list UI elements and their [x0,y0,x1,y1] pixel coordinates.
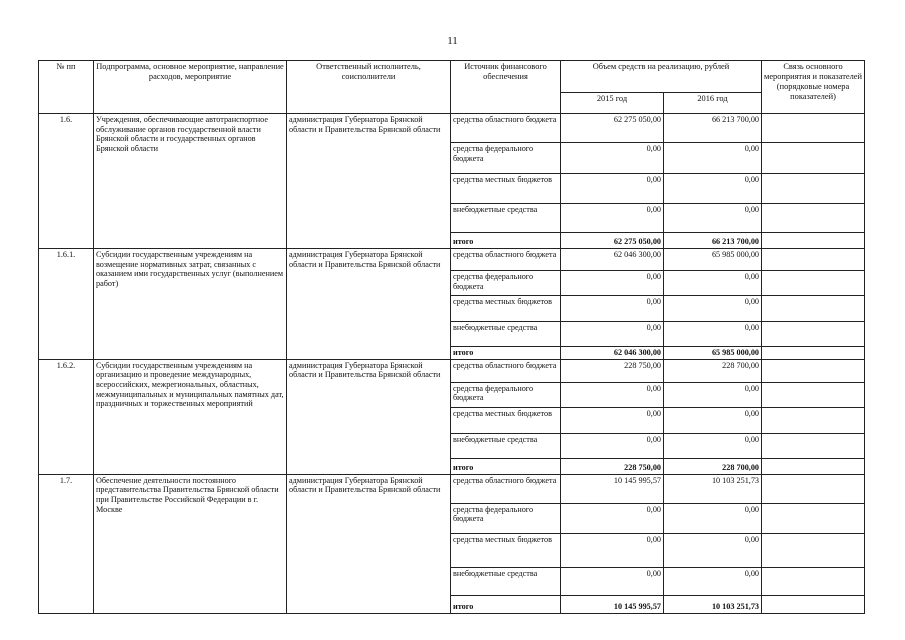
row-executor: администрация Губернатора Брянской области и Правительства Брянской области [287,249,451,360]
row-value-2015: 10 145 995,57 [561,474,664,503]
row-value-2016: 228 700,00 [664,458,762,474]
row-value-2015: 0,00 [561,407,664,433]
row-link [762,347,865,360]
header-num: № пп [39,61,94,114]
row-source: средства областного бюджета [451,114,561,143]
row-source: средства областного бюджета [451,249,561,271]
row-value-2016: 0,00 [664,503,762,533]
row-value-2016: 10 103 251,73 [664,595,762,613]
row-value-2015: 0,00 [561,503,664,533]
table-row [39,114,865,143]
row-link [762,359,865,382]
row-link [762,433,865,458]
row-value-2016: 0,00 [664,433,762,458]
row-link [762,458,865,474]
row-executor: администрация Губернатора Брянской области и Правительства Брянской области [287,114,451,249]
header-link: Связь основного мероприятия и показателей (порядковые номера показателей) [762,61,865,114]
row-value-2016: 0,00 [664,533,762,567]
header-executor: Ответственный исполнитель, соисполнители [287,61,451,114]
row-link [762,407,865,433]
row-value-2016: 0,00 [664,143,762,174]
row-number: 1.6. [39,114,94,249]
row-value-2016: 66 213 700,00 [664,233,762,249]
row-value-2016: 66 213 700,00 [664,114,762,143]
row-source: средства федерального бюджета [451,271,561,296]
row-source: внебюджетные средства [451,567,561,595]
row-number: 1.6.2. [39,359,94,474]
header-source: Источник финансового обеспечения [451,61,561,114]
row-value-2015: 0,00 [561,433,664,458]
row-value-2016: 0,00 [664,271,762,296]
row-value-2015: 62 046 300,00 [561,347,664,360]
row-value-2016: 65 985 000,00 [664,249,762,271]
row-value-2016: 0,00 [664,296,762,322]
row-source: средства местных бюджетов [451,533,561,567]
table-body [39,114,865,614]
row-link [762,249,865,271]
row-value-2016: 0,00 [664,174,762,204]
row-link [762,322,865,347]
row-link [762,174,865,204]
header-volume: Объем средств на реализацию, рублей [561,61,762,93]
row-value-2015: 0,00 [561,271,664,296]
row-value-2015: 0,00 [561,322,664,347]
row-link [762,233,865,249]
row-source: средства областного бюджета [451,359,561,382]
row-value-2015: 62 275 050,00 [561,233,664,249]
row-source: внебюджетные средства [451,204,561,233]
header-2016: 2016 год [664,93,762,114]
row-value-2016: 228 700,00 [664,359,762,382]
row-number: 1.7. [39,474,94,613]
row-source: итого [451,347,561,360]
row-link [762,382,865,407]
header-program: Подпрограмма, основное мероприятие, направление расходов, мероприятие [94,61,287,114]
row-source: итого [451,233,561,249]
row-executor: администрация Губернатора Брянской области и Правительства Брянской области [287,474,451,613]
row-value-2015: 0,00 [561,204,664,233]
row-value-2016: 0,00 [664,567,762,595]
row-source: средства федерального бюджета [451,143,561,174]
budget-table [38,60,865,614]
row-value-2016: 65 985 000,00 [664,347,762,360]
table-header [39,61,865,114]
row-value-2015: 0,00 [561,382,664,407]
row-program: Субсидии государственным учреждениям на организацию и проведение международных, всероссийских, межрегиональных, областных, межмуниципальных и муниципальных памятных дат, праздничных и торжественных мероприятий [94,359,287,474]
row-source: средства федерального бюджета [451,503,561,533]
row-source: итого [451,595,561,613]
row-link [762,296,865,322]
row-value-2015: 0,00 [561,174,664,204]
row-value-2016: 0,00 [664,322,762,347]
row-value-2015: 228 750,00 [561,359,664,382]
row-program: Обеспечение деятельности постоянного представительства Правительства Брянской области при Правительстве Российской Федерации в г. Москве [94,474,287,613]
table-row [39,474,865,503]
row-value-2016: 10 103 251,73 [664,474,762,503]
row-source: внебюджетные средства [451,433,561,458]
row-value-2015: 0,00 [561,567,664,595]
row-source: средства местных бюджетов [451,407,561,433]
row-source: средства федерального бюджета [451,382,561,407]
row-link [762,503,865,533]
row-value-2016: 0,00 [664,204,762,233]
header-2015: 2015 год [561,93,664,114]
row-program: Субсидии государственным учреждениям на возмещение нормативных затрат, связанных с оказанием ими государственных услуг (выполнением работ) [94,249,287,360]
row-link [762,474,865,503]
row-link [762,567,865,595]
row-value-2015: 62 275 050,00 [561,114,664,143]
row-source: средства местных бюджетов [451,174,561,204]
row-source: итого [451,458,561,474]
row-value-2015: 0,00 [561,296,664,322]
row-value-2015: 62 046 300,00 [561,249,664,271]
row-value-2015: 228 750,00 [561,458,664,474]
row-link [762,271,865,296]
table-row [39,249,865,271]
row-value-2015: 0,00 [561,533,664,567]
table-row [39,359,865,382]
row-source: внебюджетные средства [451,322,561,347]
row-value-2015: 10 145 995,57 [561,595,664,613]
row-value-2016: 0,00 [664,407,762,433]
row-link [762,204,865,233]
row-source: средства областного бюджета [451,474,561,503]
row-source: средства местных бюджетов [451,296,561,322]
row-link [762,114,865,143]
row-link [762,595,865,613]
row-link [762,533,865,567]
row-program: Учреждения, обеспечивающие автотранспортное обслуживание органов государственной власти Брянской области и государственных органов Брянской области [94,114,287,249]
row-value-2015: 0,00 [561,143,664,174]
row-executor: администрация Губернатора Брянской области и Правительства Брянской области [287,359,451,474]
row-link [762,143,865,174]
row-value-2016: 0,00 [664,382,762,407]
row-number: 1.6.1. [39,249,94,360]
page-number: 11 [447,35,458,47]
